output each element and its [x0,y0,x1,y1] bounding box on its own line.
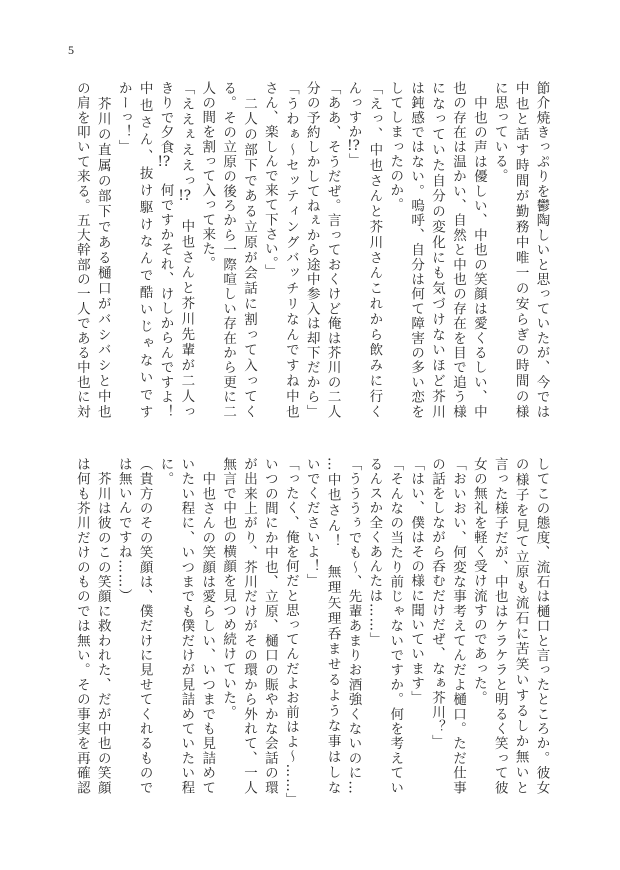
text-column: 「そんなの当たり前じゃないですか。何を考えてい [387,457,404,795]
text-column: 女の無礼を軽く受け流すのであった。 [470,457,487,706]
text-column: に思っている。 [491,81,508,184]
text-column: る。その立原の後ろから一際喧しい存在から更に二 [220,81,237,419]
text-column: 「おいおい、何変な事考えてんだよ樋口。ただ仕事 [449,457,466,795]
text-column: いでくださいよ！」 [303,457,320,589]
page-number: 5 [68,43,74,57]
text-column: 中也さん、抜け駆けなんで酷いじゃないです [136,81,153,419]
text-column: の様子を見て立原も流石に苦笑いするしか無いと [512,457,529,795]
text-column: が出来上がり、芥川だけがその環から外れて、一人 [241,457,258,795]
text-column: …中也さん！ 無理矢理呑ませるような事はしな [324,457,341,795]
text-column: かーっ！」 [115,81,132,154]
text-column: 無言で中也の横顔を見つめ続けていた。 [220,457,237,720]
text-column: は無いんですね……） [115,457,132,603]
text-column: 中也さんの笑顔は愛らしい、いつまでも見詰めて [199,457,216,795]
text-column: 也の存在は温かい、自然と中也の存在を目で追う様 [449,81,466,419]
text-column: 「はい、僕はその様に聞いています」 [408,457,425,706]
text-column: 「えっ、中也さんと芥川さんこれから飲みに行く [366,81,383,419]
text-column: 分の予約しかしてねぇから途中参入は却下だから」 [303,81,320,419]
text-column: いたい程に、いつまでも僕だけが見詰めていたい程 [178,457,195,795]
text-column: 節介焼きっぷりを鬱陶しいと思っていたが、今では [533,81,550,419]
text-column: の肩を叩いて来る。五大幹部の一人である中也に対 [73,81,90,419]
text-column: さん、楽しんで来て下さい。」 [261,81,278,279]
text-column: きりで夕食!? 何ですかそれ、けしからんですよ！ [157,81,174,419]
text-column: 二人の部下である立原が会話に割って入ってく [241,81,258,419]
text-column: るんスか全くあんたは……」 [366,457,383,647]
text-column: は何も芥川だけのものでは無い。その事実を再確認 [73,457,90,795]
text-column: 言った様子だが、中也はケラケラと明るく笑って彼 [491,457,508,795]
text-column: 中也の声は優しい、中也の笑顔は愛くるしい、中 [470,81,487,419]
text-column: んっすか!?」 [345,81,362,168]
text-column: 芥川は彼のこの笑顔に救われた、だが中也の笑顔 [94,457,111,795]
text-column: 「ええぇええっ!? 中也さんと芥川先輩が二人っ [178,81,195,419]
text-column: 「うわぁ～セッティングバッチリなんですね中也 [282,81,299,419]
text-column: になっていた自分の変化にも気づけないほど芥川 [429,81,446,419]
text-column: いつの間にか中也、立原、樋口の賑やかな会話の環 [261,457,278,795]
text-column: 「ああ、そうだぜ。言っておくけど俺は芥川の二人 [324,81,341,419]
lower-text-block [71,457,551,808]
text-column: してこの態度、流石は樋口と言ったところか。彼女 [533,457,550,795]
text-column: （貴方のその笑顔は、僕だけに見せてくれるもので [136,457,153,795]
text-column: は鈍感ではない。嗚呼、自分は何て障害の多い恋を [408,81,425,419]
text-column: の話をしながら呑むだけだぜ、なぁ芥川？」 [429,457,446,749]
text-column: 「ったく、俺を何だと思ってんだよお前はよ～……」 [282,457,299,808]
text-column: してしまったのか。 [387,81,404,213]
text-column: 芥川の直属の部下である樋口がバシバシと中也 [94,81,111,419]
text-column: 中也と話す時間が勤務中唯一の安らぎの時間の様 [512,81,529,419]
text-column: に。 [157,457,174,487]
upper-text-block [71,81,551,421]
text-column: 「うううぅでも～、先輩あまりお酒強くないのに… [345,457,362,795]
text-column: 人の間を割って入って来た。 [199,81,216,271]
